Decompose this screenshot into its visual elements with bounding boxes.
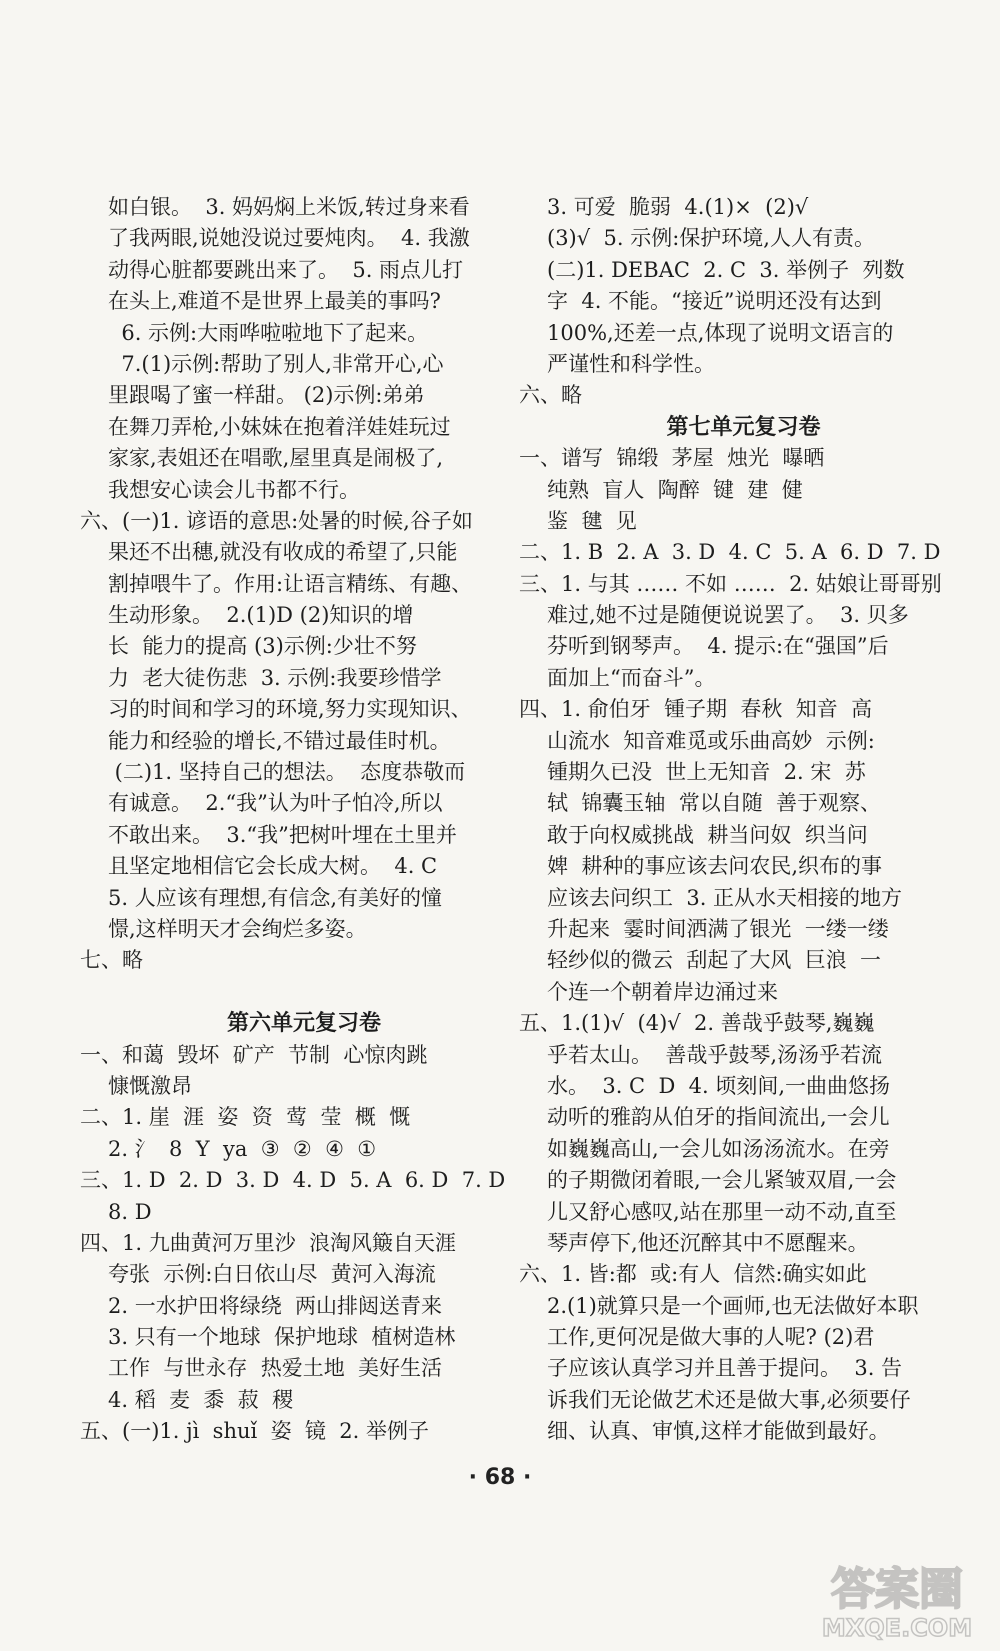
answer-line: 的子期微闭着眼,一会儿紧皱双眉,一会 xyxy=(547,1168,897,1193)
answer-line: 七、略 xyxy=(80,948,143,973)
answer-line: 五、(一)1. jì shuǐ 姿 镜 2. 举例子 xyxy=(80,1419,429,1444)
answer-line: 严谨性和科学性。 xyxy=(547,351,715,376)
answer-line: 难过,她不过是随便说说罢了。 3. 贝多 xyxy=(547,603,909,628)
answer-line: 3. 可爱 脆弱 4.(1)× (2)√ xyxy=(547,195,809,219)
answer-line: 生动形象。 2.(1)D (2)知识的增 xyxy=(108,603,414,628)
answer-line: 锺期久已没 世上无知音 2. 宋 苏 xyxy=(547,760,866,785)
answer-line: (二)1. 坚持自己的想法。 态度恭敬而 xyxy=(108,760,466,785)
answer-line: 能力和经验的增长,不错过最佳时机。 xyxy=(108,728,451,753)
watermark-bottom-text: MXQE.COM xyxy=(821,1614,973,1642)
answer-line: 轼 锦囊玉轴 常以自随 善于观察、 xyxy=(547,791,882,816)
answer-line: 个连一个朝着岸边涌过来 xyxy=(547,979,778,1004)
answer-line: 轻纱似的微云 刮起了大风 巨浪 一 xyxy=(547,948,882,973)
answer-line: 二、1. B 2. A 3. D 4. C 5. A 6. D 7. D xyxy=(519,540,941,565)
answer-line: 2.(1)就算只是一个画师,也无法做好本职 xyxy=(547,1293,919,1318)
answer-line: 6. 示例:大雨哗啦啦地下了起来。 xyxy=(108,320,429,345)
answer-line: 乎若太山。 善哉乎鼓琴,汤汤乎若流 xyxy=(547,1042,883,1067)
answer-line: 六、(一)1. 谚语的意思:处暑的时候,谷子如 xyxy=(80,508,473,533)
answer-line: 应该去问织工 3. 正从水天相接的地方 xyxy=(547,885,903,910)
answer-line: 7.(1)示例:帮助了别人,非常开心,心 xyxy=(108,351,444,376)
answer-line: 在头上,难道不是世界上最美的事吗? xyxy=(108,289,441,314)
answer-line: 有诚意。 2.“我”认为叶子怕冷,所以 xyxy=(108,791,443,816)
answer-line: 山流水 知音难觅或乐曲高妙 示例: xyxy=(547,728,875,753)
answer-line: 六、1. 皆:都 或:有人 信然:确实如此 xyxy=(519,1262,867,1287)
answer-line: 工作 与世永存 热爱土地 美好生活 xyxy=(108,1356,443,1381)
answer-line: 工作,更何况是做大事的人呢? (2)君 xyxy=(547,1325,875,1350)
answer-line: 婢 耕种的事应该去问农民,织布的事 xyxy=(547,854,883,879)
answer-line: 了我两眼,说她没说过要炖肉。 4. 我激 xyxy=(108,226,470,251)
answer-line: 如白银。 3. 妈妈焖上米饭,转过身来看 xyxy=(108,195,470,219)
answer-line: 五、1.(1)√ (4)√ 2. 善哉乎鼓琴,巍巍 xyxy=(519,1011,875,1036)
answer-line: 不敢出来。 3.“我”把树叶埋在土里并 xyxy=(108,822,457,847)
answer-line: 细、认真、审慎,这样才能做到最好。 xyxy=(547,1419,890,1444)
answer-line: 三、1. 与其 …… 不如 …… 2. 姑娘让哥哥别 xyxy=(519,571,942,596)
answer-line: 长 能力的提高 (3)示例:少壮不努 xyxy=(108,634,417,659)
answer-line: 在舞刀弄枪,小妹妹在抱着洋娃娃玩过 xyxy=(108,414,451,439)
answer-line: 2. 一水护田将绿绕 两山排闼送青来 xyxy=(108,1293,443,1318)
answer-line xyxy=(108,977,500,1008)
answer-line: 如巍巍高山,一会儿如汤汤流水。在旁 xyxy=(547,1136,890,1161)
answer-line: 六、略 xyxy=(519,383,582,408)
answer-line: 动听的雅韵从伯牙的指间流出,一会儿 xyxy=(547,1105,890,1130)
watermark-top-text: 答案圈 xyxy=(831,1564,963,1615)
answer-line: 力 老大徒伤悲 3. 示例:我要珍惜学 xyxy=(108,665,442,690)
answer-line: 100%,还差一点,体现了说明文语言的 xyxy=(547,320,894,345)
answer-line: 儿又舒心感叹,站在那里一动不动,直至 xyxy=(547,1199,897,1224)
right-column xyxy=(519,192,942,1448)
answer-line: 且坚定地相信它会长成大树。 4. C xyxy=(108,854,438,879)
answer-line: 面加上“而奋斗”。 xyxy=(547,665,716,690)
watermark-logo xyxy=(805,1552,990,1644)
answer-line: 割掉喂牛了。作用:让语言精练、有趣、 xyxy=(108,571,473,596)
answer-line: 鉴 毽 见 xyxy=(547,508,637,533)
answer-line: 4. 稻 麦 黍 菽 稷 xyxy=(108,1387,294,1412)
answer-line: 字 4. 不能。“接近”说明还没有达到 xyxy=(547,289,882,314)
answer-line: 芬听到钢琴声。 4. 提示:在“强国”后 xyxy=(547,634,889,659)
page-number: · 68 · xyxy=(468,1465,532,1490)
answer-line: 慷慨激昂 xyxy=(108,1073,192,1098)
answer-line: 升起来 霎时间洒满了银光 一缕一缕 xyxy=(547,916,889,941)
answer-line: 三、1. D 2. D 3. D 4. D 5. A 6. D 7. D xyxy=(80,1168,506,1193)
answer-line: 四、1. 九曲黄河万里沙 浪淘风簸自天涯 xyxy=(80,1230,457,1255)
section-title: 第七单元复习卷 xyxy=(666,413,821,440)
answer-line: 一、谱写 锦缎 茅屋 烛光 曝晒 xyxy=(519,446,825,471)
answer-line: 我想安心读会儿书都不行。 xyxy=(108,477,360,502)
left-column xyxy=(80,192,506,1448)
answer-line: 琴声停下,他还沉醉其中不愿醒来。 xyxy=(547,1230,869,1255)
answer-line: 敢于向权威挑战 耕当问奴 织当问 xyxy=(547,822,868,847)
answer-line: 纯熟 盲人 陶醉 键 建 健 xyxy=(547,477,803,502)
answer-line: 一、和蔼 毁坏 矿产 节制 心惊肉跳 xyxy=(80,1042,428,1067)
answer-line: 果还不出穗,就没有收成的希望了,只能 xyxy=(108,540,458,565)
section-title: 第六单元复习卷 xyxy=(226,1010,381,1037)
answer-line: 夸张 示例:白日依山尽 黄河入海流 xyxy=(108,1262,436,1287)
answer-line: 诉我们无论做艺术还是做大事,必须要仔 xyxy=(547,1387,911,1412)
answer-line: (3)√ 5. 示例:保护环境,人人有责。 xyxy=(547,226,875,251)
answer-line: 2. 氵 8 Y ya ③ ② ④ ① xyxy=(108,1136,377,1161)
answer-line: 5. 人应该有理想,有信念,有美好的憧 xyxy=(108,885,443,910)
answer-line: 8. D xyxy=(108,1199,152,1224)
answer-line: 3. 只有一个地球 保护地球 植树造林 xyxy=(108,1325,456,1350)
answer-line: 里跟喝了蜜一样甜。 (2)示例:弟弟 xyxy=(108,383,425,408)
answer-line: 家家,表姐还在唱歌,屋里真是闹极了, xyxy=(108,446,444,471)
answer-line: 憬,这样明天才会绚烂多姿。 xyxy=(108,916,367,941)
answer-line: (二)1. DEBAC 2. C 3. 举例子 列数 xyxy=(547,257,905,282)
answer-line: 动得心脏都要跳出来了。 5. 雨点儿打 xyxy=(108,257,464,282)
answer-line: 二、1. 崖 涯 姿 资 莺 莹 概 慨 xyxy=(80,1105,411,1130)
answer-line: 四、1. 俞伯牙 锺子期 春秋 知音 高 xyxy=(519,697,873,722)
answer-line: 子应该认真学习并且善于提问。 3. 告 xyxy=(547,1356,903,1381)
answer-line: 水。 3. C D 4. 顷刻间,一曲曲悠扬 xyxy=(547,1073,891,1098)
answer-line: 习的时间和学习的环境,努力实现知识、 xyxy=(108,697,472,722)
